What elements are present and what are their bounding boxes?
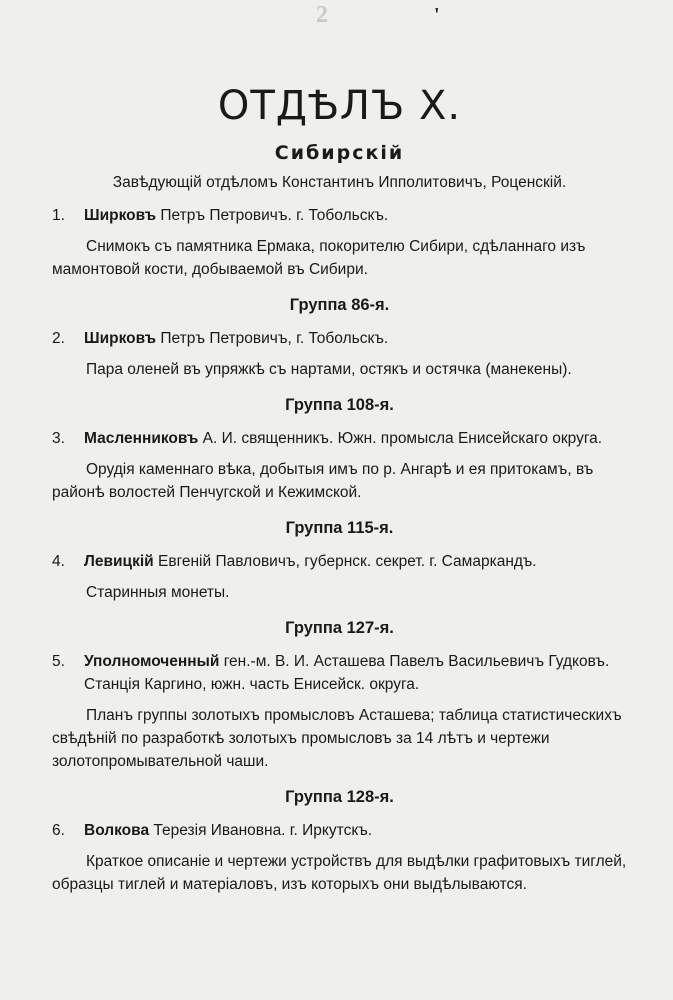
entries-list — [52, 204, 627, 896]
exhibitor-name: Масленниковъ — [84, 430, 199, 447]
exhibit-description: Снимокъ съ памятника Ермака, покорителю Сибири, сдѣланнаго изъ мамонтовой кости, добываемой въ Сибири. — [52, 238, 586, 278]
exhibit-description: Старинныя монеты. — [86, 584, 230, 601]
exhibitor-name: Ширковъ — [84, 330, 157, 347]
exhibitor-text — [84, 550, 627, 573]
exhibit-entry — [52, 550, 627, 604]
entry-number: 1. — [52, 207, 65, 224]
exhibitor-details: Терезія Ивановна. г. Иркутскъ. — [149, 822, 373, 839]
group-heading: Группа 127-я. — [285, 619, 394, 637]
exhibit-description: Орудія каменнаго вѣка, добытыя имъ по р. Ангарѣ и ея притокамъ, въ районѣ волостей Пенчугской и Кежимской. — [52, 461, 594, 501]
exhibitor-name: Волкова — [84, 822, 150, 839]
exhibitor-name: Уполномоченный — [84, 653, 220, 670]
exhibitor-text — [84, 427, 627, 450]
exhibitor-text — [84, 327, 627, 350]
exhibitor-line — [52, 550, 627, 573]
page-number: 2 — [316, 2, 328, 28]
exhibitor-line — [52, 204, 627, 227]
section-subtitle: Сибирскій — [274, 142, 405, 164]
exhibit-description: Краткое описаніе и чертежи устройствъ для выдѣлки графитовыхъ тиглей, образцы тиглей и матеріаловъ, изъ которыхъ они выдѣлываются. — [52, 853, 627, 893]
entry-number: 4. — [52, 553, 65, 570]
exhibit-entry — [52, 650, 627, 773]
exhibitor-text — [84, 650, 627, 696]
entry-number: 2. — [52, 330, 65, 347]
exhibitor-details: А. И. священникъ. Южн. промысла Енисейскаго округа. — [198, 430, 603, 447]
exhibit-entry — [52, 427, 627, 504]
section-title: ОТДѢЛЪ X. — [217, 83, 462, 129]
exhibitor-text — [84, 204, 627, 227]
exhibit-entry — [52, 327, 627, 381]
exhibitor-line — [52, 819, 627, 842]
entry-number: 6. — [52, 822, 65, 839]
exhibit-entry — [52, 204, 627, 281]
exhibit-description: Планъ группы золотыхъ промысловъ Асташева; таблица статистическихъ свѣдѣній по разработкѣ золотыхъ промысловъ за 14 лѣтъ и чертежи золотопромывательной чаши. — [52, 707, 622, 770]
group-heading: Группа 115-я. — [285, 519, 394, 537]
exhibitor-name: Ширковъ — [84, 207, 157, 224]
exhibitor-line — [52, 327, 627, 350]
exhibitor-text — [84, 819, 627, 842]
group-heading: Группа 128-я. — [285, 788, 394, 806]
entry-number: 5. — [52, 653, 65, 670]
exhibitor-name: Левицкій — [84, 553, 154, 570]
exhibitor-details: Евгеній Павловичъ, губернск. секрет. г. Самаркандъ. — [153, 553, 537, 570]
section-head-line: Завѣдующій отдѣломъ Константинъ Ипполитовичъ, Роценскій. — [112, 174, 567, 191]
page-mark: ' — [434, 4, 440, 26]
exhibitor-line — [52, 650, 627, 696]
exhibit-description: Пара оленей въ упряжкѣ съ нартами, остякъ и остячка (манекены). — [86, 361, 572, 378]
exhibit-entry — [52, 819, 627, 896]
exhibitor-details: ген.-м. В. И. Асташева Павелъ Васильевичъ Гудковъ. Станція Каргино, южн. часть Енисейск. округа. — [84, 653, 610, 693]
group-heading: Группа 86-я. — [289, 296, 390, 314]
group-heading: Группа 108-я. — [285, 396, 394, 414]
page-content — [52, 82, 627, 896]
exhibitor-line — [52, 427, 627, 450]
exhibitor-details: Петръ Петровичъ, г. Тобольскъ. — [156, 330, 389, 347]
entry-number: 3. — [52, 430, 65, 447]
exhibitor-details: Петръ Петровичъ. г. Тобольскъ. — [156, 207, 389, 224]
